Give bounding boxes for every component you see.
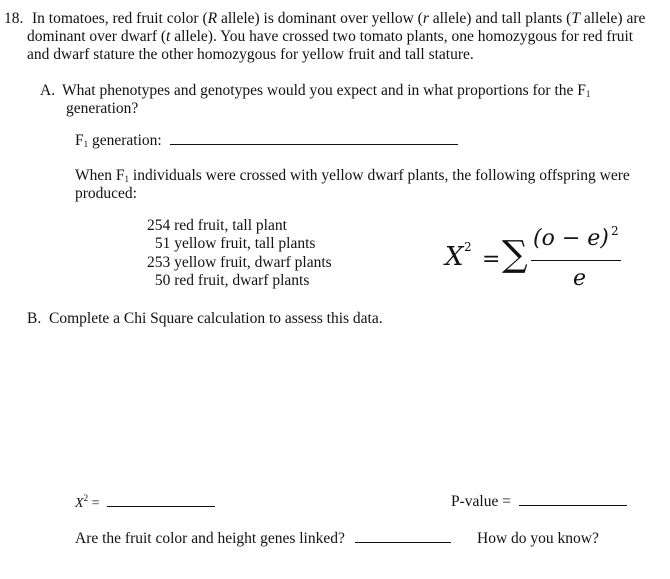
question-intro-line1: In tomatoes, red fruit color (R allele) is dominant over yellow (r allele) and tall plants (T allele) are bbox=[32, 10, 646, 27]
formula-chi: X bbox=[445, 242, 464, 272]
part-b-label: B. bbox=[27, 310, 42, 327]
formula-numerator-exponent: 2 bbox=[611, 224, 619, 238]
part-a-question-line1: What phenotypes and genotypes would you expect and in what proportions for the $F_1$ bbox=[62, 82, 591, 99]
formula-numerator: (o − e) bbox=[533, 226, 609, 251]
question-intro-line3: and dwarf stature the other homozygous for yellow fruit and tall stature. bbox=[27, 46, 474, 63]
allele-r: r bbox=[422, 10, 429, 27]
f1-generation-label: $F_1$ generation: bbox=[75, 132, 162, 149]
p-value-answer-line[interactable] bbox=[519, 504, 627, 506]
chi-square-answer-line[interactable] bbox=[107, 505, 215, 507]
how-do-you-know-label: How do you know? bbox=[477, 530, 599, 547]
chi-square-formula bbox=[445, 222, 625, 292]
p-value-row bbox=[451, 493, 627, 511]
formula-sigma: ∑ bbox=[502, 234, 528, 275]
chi-square-answer-label: $X^2$ = bbox=[75, 493, 100, 511]
linked-question-row bbox=[75, 530, 451, 548]
formula-chi-exponent: 2 bbox=[464, 240, 472, 254]
cross-description-line1: When $F_1$ individuals were crossed with yellow dwarf plants, the following offspring were bbox=[75, 167, 630, 184]
p-value-label: P-value = bbox=[451, 493, 511, 510]
part-b-instruction: Complete a Chi Square calculation to assess this data. bbox=[49, 310, 383, 327]
offspring-item: 253 yellow fruit, dwarf plants bbox=[147, 254, 332, 271]
allele-t: t bbox=[166, 28, 171, 45]
cross-description-line2: produced: bbox=[75, 185, 137, 202]
formula-denominator: e bbox=[573, 266, 587, 291]
part-a-question-line2: generation? bbox=[66, 100, 139, 117]
chi-square-answer-row bbox=[75, 493, 215, 512]
question-intro-line2: dominant over dwarf (t allele). You have crossed two tomato plants, one homozygous for red fruit bbox=[27, 28, 634, 45]
part-a-label: A. bbox=[40, 82, 56, 99]
offspring-item: 254 red fruit, tall plant bbox=[147, 217, 287, 234]
linked-answer-line[interactable] bbox=[355, 541, 451, 543]
formula-equals: = bbox=[482, 247, 501, 272]
f1-generation-answer-line[interactable] bbox=[170, 143, 458, 145]
linked-question-label: Are the fruit color and height genes linked? bbox=[75, 530, 345, 547]
offspring-item: 51 yellow fruit, tall plants bbox=[151, 235, 316, 252]
f1-generation-row bbox=[75, 132, 458, 150]
offspring-item: 50 red fruit, dwarf plants bbox=[151, 272, 310, 289]
question-number: 18. bbox=[4, 10, 24, 27]
formula-fraction-bar bbox=[531, 260, 621, 261]
allele-R: R bbox=[207, 10, 218, 27]
allele-T: T bbox=[571, 10, 580, 27]
